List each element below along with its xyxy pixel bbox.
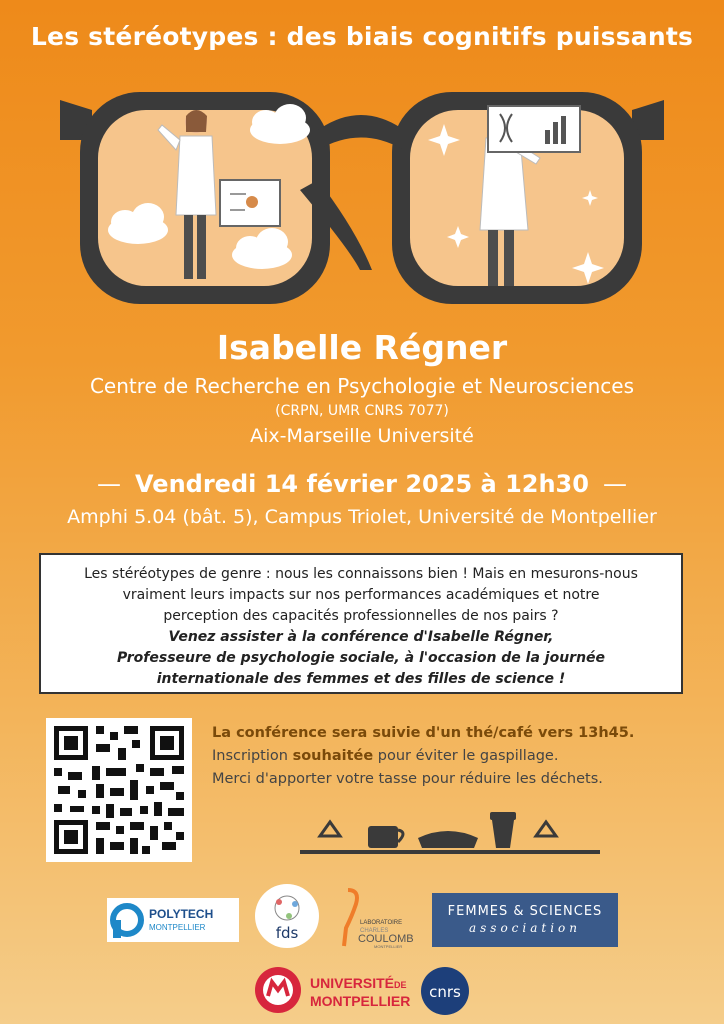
glasses-illustration [0, 70, 724, 315]
shelf-line [300, 850, 600, 854]
description-line: vraiment leurs impacts sur nos performances académiques et notre [122, 587, 600, 603]
description-line: Les stéréotypes de genre : nous les connaissons bien ! Mais en mesurons-nous [84, 566, 638, 582]
pie-icon [418, 831, 478, 848]
recycle-icon [320, 822, 340, 836]
laboratoire-charles-coulomb-logo [334, 884, 424, 950]
info-text: Inscription [212, 748, 293, 764]
lcc-logo-text: LABORATOIRE [360, 920, 403, 926]
lcc-logo-subtext: MONTPELLIER [374, 944, 403, 949]
lcc-mark [334, 884, 424, 950]
institution-line-3: Aix-Marseille Université [250, 425, 474, 447]
qr-code[interactable] [46, 718, 192, 862]
info-line-1: La conférence sera suivie d'un thé/café vers 13h45. [212, 725, 635, 741]
eco-shelf [300, 808, 600, 860]
polytech-mark [107, 898, 239, 942]
info-text: pour éviter le gaspillage. [373, 748, 559, 764]
description-highlight: internationale des femmes et des filles de science ! [156, 671, 566, 687]
info-emphasis: souhaitée [292, 748, 374, 764]
institution-line-2: (CRPN, UMR CNRS 7077) [275, 403, 449, 419]
description-highlight: Professeure de psychologie sociale, à l'occasion de la journée [116, 650, 606, 666]
lcc-logo-title: COULOMB [358, 933, 414, 945]
info-block [212, 722, 692, 791]
recycle-icon [536, 822, 556, 836]
coffee-cup-icon [490, 812, 516, 848]
femmes-et-sciences-logo [432, 893, 618, 947]
date-text: Vendredi 14 février 2025 à 12h30 [135, 470, 589, 498]
institution-line-1: Centre de Recherche en Psychologie et Neurosciences [89, 374, 635, 398]
cnrs-logo [420, 966, 470, 1016]
cnrs-mark [420, 966, 470, 1016]
um-logo-text: UNIVERSITÉ [310, 975, 395, 991]
info-line-3: Merci d'apporter votre tasse pour réduire les déchets. [212, 771, 603, 787]
polytech-logo-text: POLYTECH [149, 907, 214, 921]
bridge [318, 115, 404, 150]
poster-title: Les stéréotypes : des biais cognitifs puissants [30, 22, 694, 51]
um-logo-de: DE [394, 980, 407, 990]
description-line: perception des capacités professionnelles de nos pairs ? [163, 608, 559, 624]
event-date [0, 470, 724, 498]
fs-logo-subtitle: association [468, 921, 582, 935]
description-box [39, 553, 683, 694]
event-location: Amphi 5.04 (bât. 5), Campus Triolet, Université de Montpellier [67, 506, 657, 528]
date-dash-left: — [97, 470, 122, 498]
date-dash-right: — [602, 470, 627, 498]
fds-mark [253, 882, 321, 950]
polytech-logo-subtext: MONTPELLIER [149, 923, 206, 932]
fs-logo-title: FEMMES & SCIENCES [447, 904, 603, 919]
lcc-logo-text: CHARLES [360, 928, 389, 934]
board [220, 180, 280, 226]
polytech-logo [107, 898, 239, 942]
cup-icon [368, 826, 403, 848]
cnrs-logo-text: cnrs [429, 983, 461, 1001]
info-line-2 [212, 745, 692, 768]
um-mark [254, 964, 414, 1016]
chart-board [488, 106, 580, 152]
speaker-name: Isabelle Régner [216, 328, 508, 367]
fds-logo [253, 882, 321, 950]
fds-logo-text: fds [275, 924, 299, 942]
um-logo-text-2: MONTPELLIER [310, 993, 411, 1009]
universite-de-montpellier-logo [254, 964, 414, 1016]
description-highlight: Venez assister à la conférence d'Isabelle Régner, [168, 629, 554, 645]
